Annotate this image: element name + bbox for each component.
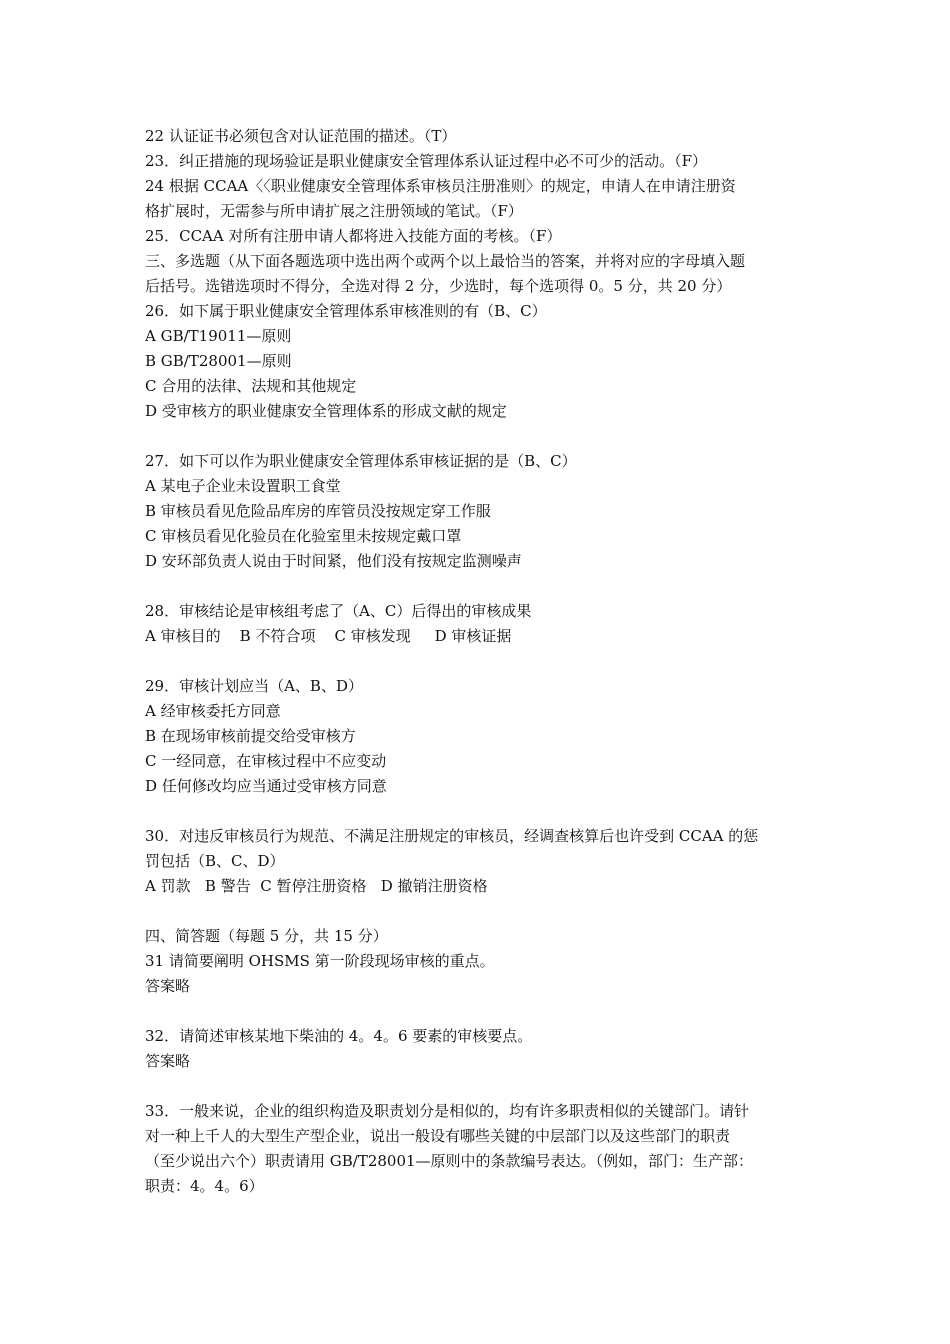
text-line: 格扩展时，无需参与所申请扩展之注册领域的笔试。（F） <box>145 202 523 220</box>
text-line: 33．一般来说，企业的组织构造及职责划分是相似的，均有许多职责相似的关键部门。请针 <box>145 1102 750 1120</box>
text-line: 29．审核计划应当（A、B、D） <box>145 677 363 695</box>
text-line: 24 根据 CCAA〈〈职业健康安全管理体系审核员注册准则〉的规定，申请人在申请注册资 <box>145 177 736 195</box>
blank-line <box>145 999 825 1024</box>
text-line: A GB/T19011—原则 <box>145 327 292 345</box>
text-line: 答案略 <box>145 1052 191 1070</box>
text-line: 26．如下属于职业健康安全管理体系审核准则的有（B、C） <box>145 302 547 320</box>
text-line: 四、简答题（每题 5 分，共 15 分） <box>145 927 388 945</box>
text-line: B GB/T28001—原则 <box>145 352 292 370</box>
text-line: A 审核目的 B 不符合项 C 审核发现 D 审核证据 <box>145 627 512 645</box>
text-line: A 罚款 B 警告 C 暂停注册资格 D 撤销注册资格 <box>145 877 488 895</box>
text-line: C 一经同意，在审核过程中不应变动 <box>145 752 387 770</box>
text-line: （至少说出六个）职责请用 GB/T28001—原则中的条款编号表达。（例如，部门：生产部： <box>145 1152 754 1170</box>
text-line: 25．CCAA 对所有注册申请人都将进入技能方面的考核。（F） <box>145 227 562 245</box>
text-line: A 某电子企业未设置职工食堂 <box>145 477 341 495</box>
text-line: 罚包括（B、C、D） <box>145 852 285 870</box>
text-line: B 审核员看见危险品库房的库管员没按规定穿工作服 <box>145 502 491 520</box>
text-line: 后括号。选错选项时不得分，全选对得 2 分，少选时，每个选项得 0。5 分，共 20 分） <box>145 277 732 295</box>
text-line: C 合用的法律、法规和其他规定 <box>145 377 357 395</box>
blank-line <box>145 899 825 924</box>
text-line: D 安环部负责人说由于时间紧，他们没有按规定监测噪声 <box>145 552 522 570</box>
text-line: B 在现场审核前提交给受审核方 <box>145 727 356 745</box>
blank-line <box>145 574 825 599</box>
text-line: 28．审核结论是审核组考虑了（A、C）后得出的审核成果 <box>145 602 532 620</box>
text-line: 对一种上千人的大型生产型企业，说出一般设有哪些关键的中层部门以及这些部门的职责 <box>145 1127 731 1145</box>
text-line: A 经审核委托方同意 <box>145 702 281 720</box>
text-line: 22 认证证书必须包含对认证范围的描述。（T） <box>145 127 457 145</box>
text-line: 23．纠正措施的现场验证是职业健康安全管理体系认证过程中必不可少的活动。（F） <box>145 152 707 170</box>
text-line: 答案略 <box>145 977 191 995</box>
blank-line <box>145 799 825 824</box>
document-body <box>145 124 825 1199</box>
text-line: 27．如下可以作为职业健康安全管理体系审核证据的是（B、C） <box>145 452 577 470</box>
text-line: 三、多选题（从下面各题选项中选出两个或两个以上最恰当的答案，并将对应的字母填入题 <box>145 252 746 270</box>
text-line: D 任何修改均应当通过受审核方同意 <box>145 777 387 795</box>
text-line: 职责：4。4。6） <box>145 1177 264 1195</box>
text-line: D 受审核方的职业健康安全管理体系的形成文献的规定 <box>145 402 507 420</box>
blank-line <box>145 1074 825 1099</box>
blank-line <box>145 649 825 674</box>
blank-line <box>145 424 825 449</box>
text-line: 32．请简述审核某地下柴油的 4。4。6 要素的审核要点。 <box>145 1027 533 1045</box>
text-line: C 审核员看见化验员在化验室里未按规定戴口罩 <box>145 527 462 545</box>
text-line: 30．对违反审核员行为规范、不满足注册规定的审核员，经调查核算后也许受到 CCAA 的惩 <box>145 827 759 845</box>
text-line: 31 请简要阐明 OHSMS 第一阶段现场审核的重点。 <box>145 952 495 970</box>
